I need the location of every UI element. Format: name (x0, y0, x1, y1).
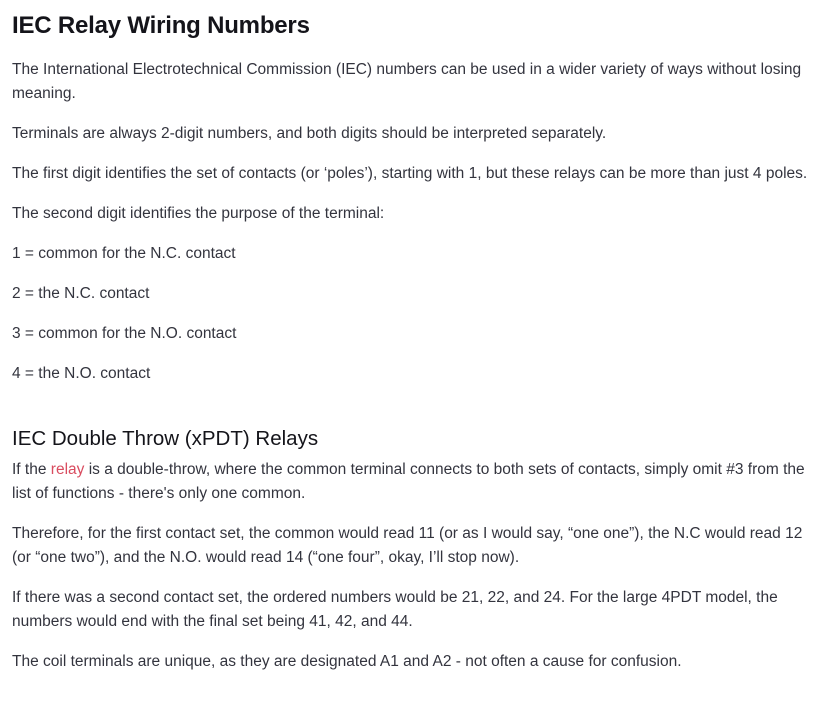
section-paragraph-4: The coil terminals are unique, as they are designated A1 and A2 - not often a cause for confusion. (12, 653, 682, 670)
section-title: IEC Double Throw (xPDT) Relays (12, 427, 319, 450)
relay-link[interactable]: relay (50, 461, 85, 478)
text-after-relay-link: is a double-throw, where the common terminal connects to both sets of contacts, simply omit #3 from the list of functions - there's only one common. (12, 461, 805, 502)
digit-meaning-3: 3 = common for the N.O. contact (12, 325, 237, 342)
intro-paragraph-3: The first digit identifies the set of contacts (or ‘poles’), starting with 1, but these relays can be more than just 4 poles. (12, 165, 808, 182)
section-paragraph-3: If there was a second contact set, the ordered numbers would be 21, 22, and 24. For the large 4PDT model, the numbers would end with the final set being 41, 42, and 44. (12, 589, 778, 630)
page-title: IEC Relay Wiring Numbers (12, 12, 310, 39)
digit-meaning-4: 4 = the N.O. contact (12, 365, 151, 382)
intro-paragraph-2: Terminals are always 2-digit numbers, and both digits should be interpreted separately. (12, 125, 607, 142)
section-paragraph-2: Therefore, for the first contact set, the common would read 11 (or as I would say, “one one”), the N.C would read 12 (or “one two”), and the N.O. would read 14 (“one four”, okay, I’ll stop now). (12, 525, 803, 566)
digit-meaning-2: 2 = the N.C. contact (12, 285, 150, 302)
section-paragraph-1 (12, 458, 819, 506)
digit-meaning-1: 1 = common for the N.C. contact (12, 245, 236, 262)
intro-paragraph-4: The second digit identifies the purpose of the terminal: (12, 205, 385, 222)
text-before-relay-link: If the (12, 461, 51, 478)
intro-paragraph-1: The International Electrotechnical Commission (IEC) numbers can be used in a wider variety of ways without losing meaning. (12, 61, 802, 102)
